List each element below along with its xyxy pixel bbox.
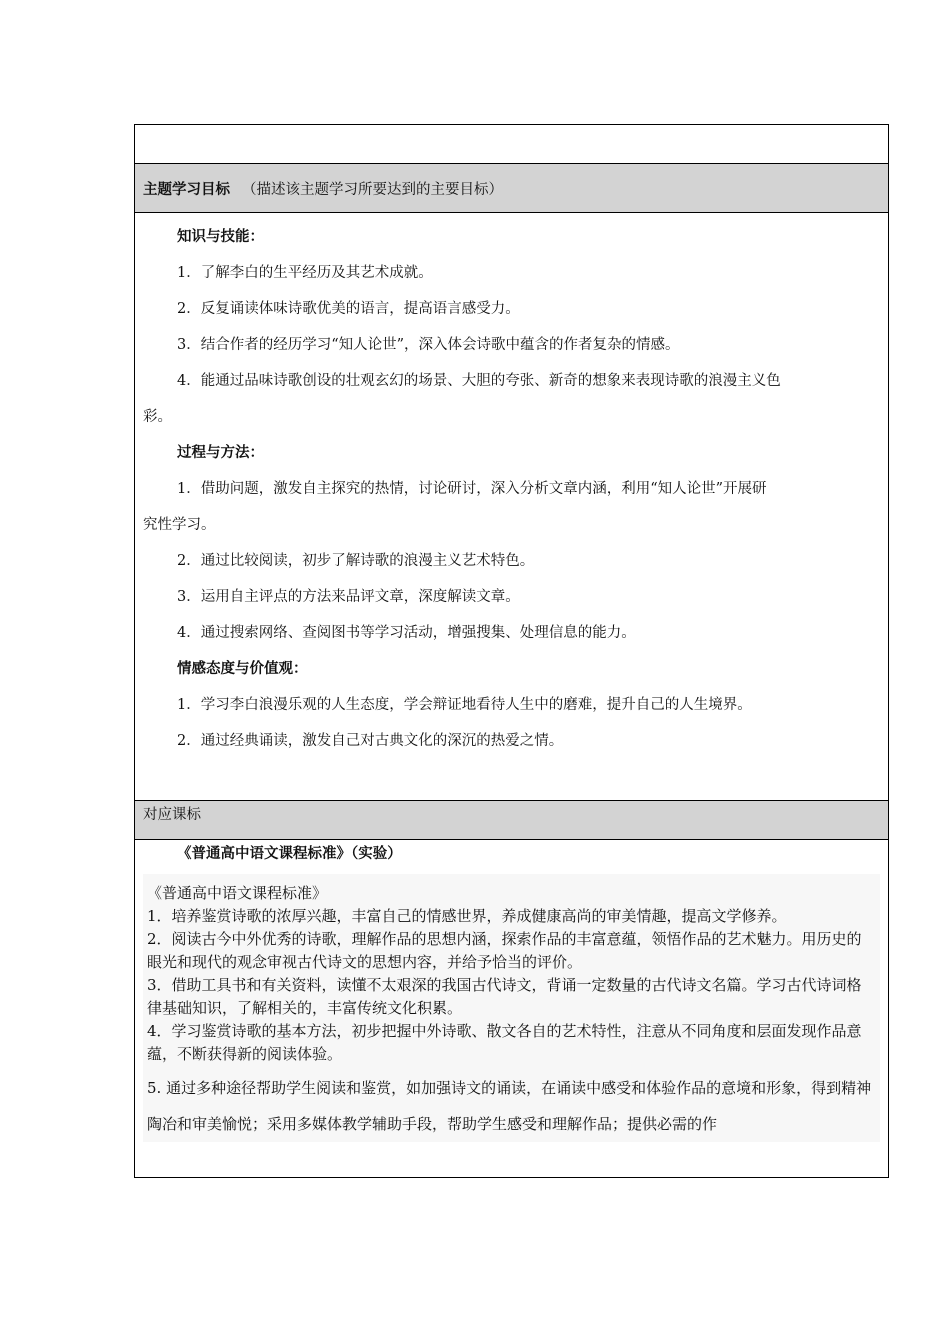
process-item: 4．通过搜索网络、查阅图书等学习活动，增强搜集、处理信息的能力。: [177, 625, 636, 641]
knowledge-item: 4．能通过品味诗歌创设的壮观玄幻的场景、大胆的夸张、新奇的想象来表现诗歌的浪漫主义色: [177, 373, 781, 389]
knowledge-item: 3．结合作者的经历学习“知人论世”，深入体会诗歌中蕴含的作者复杂的情感。: [177, 337, 680, 353]
emotion-item: 2．通过经典诵读，激发自己对古典文化的深沉的热爱之情。: [177, 733, 564, 749]
lesson-plan-table: [134, 124, 889, 1178]
standards-quote-title: 《普通高中语文课程标准》: [147, 884, 328, 902]
process-item: 2．通过比较阅读，初步了解诗歌的浪漫主义艺术特色。: [177, 553, 535, 569]
knowledge-item: 2．反复诵读体味诗歌优美的语言，提高语言感受力。: [177, 301, 520, 317]
process-item: 3．运用自主评点的方法来品评文章，深度解读文章。: [177, 589, 520, 605]
empty-row: [135, 125, 888, 164]
knowledge-item-continuation: 彩。: [143, 409, 172, 425]
knowledge-item: 1．了解李白的生平经历及其艺术成就。: [177, 265, 433, 281]
emotion-item: 1．学习李白浪漫乐观的人生态度，学会辩证地看待人生中的磨难，提升自己的人生境界。: [177, 697, 752, 713]
objectives-header: [135, 164, 888, 213]
standards-title: 《普通高中语文课程标准》（实验）: [177, 845, 402, 862]
section-title-knowledge: 知识与技能：: [177, 228, 264, 245]
section-title-emotion: 情感态度与价值观：: [177, 660, 308, 677]
objectives-header-note: （描述该主题学习所要达到的主要目标）: [242, 181, 503, 198]
standards-header: 对应课标: [135, 801, 888, 840]
standards-item: 2．阅读古今中外优秀的诗歌，理解作品的思想内涵，探索作品的丰富意蕴，领悟作品的艺术魅力。用历史的眼光和现代的观念审视古代诗文的思想内容，并给予恰当的评价。: [147, 930, 862, 971]
standards-item: 4．学习鉴赏诗歌的基本方法，初步把握中外诗歌、散文各自的艺术特性，注意从不同角度和层面发现作品意蕴，不断获得新的阅读体验。: [147, 1022, 862, 1063]
standards-body: [135, 840, 888, 1142]
process-item: 1．借助问题，激发自主探究的热情，讨论研讨，深入分析文章内涵，利用“知人论世”开展研: [177, 481, 767, 497]
standards-item: 3．借助工具书和有关资料，读懂不太艰深的我国古代诗文，背诵一定数量的古代诗文名篇。学习古代诗词格律基础知识，了解相关的，丰富传统文化积累。: [147, 976, 862, 1017]
standards-item: 5. 通过多种途径帮助学生阅读和鉴赏，如加强诗文的诵读，在诵读中感受和体验作品的意境和形象，得到精神陶冶和审美愉悦；采用多媒体教学辅助手段，帮助学生感受和理解作品；提供必需的作: [147, 1079, 872, 1133]
process-item-continuation: 究性学习。: [143, 517, 216, 533]
standards-item: 1．培养鉴赏诗歌的浓厚兴趣，丰富自己的情感世界，养成健康高尚的审美情趣，提高文学修养。: [147, 907, 787, 925]
objectives-header-title: 主题学习目标: [143, 180, 230, 198]
objectives-body: [135, 213, 888, 801]
standards-quote: [143, 874, 880, 1142]
section-title-process: 过程与方法：: [177, 444, 264, 461]
